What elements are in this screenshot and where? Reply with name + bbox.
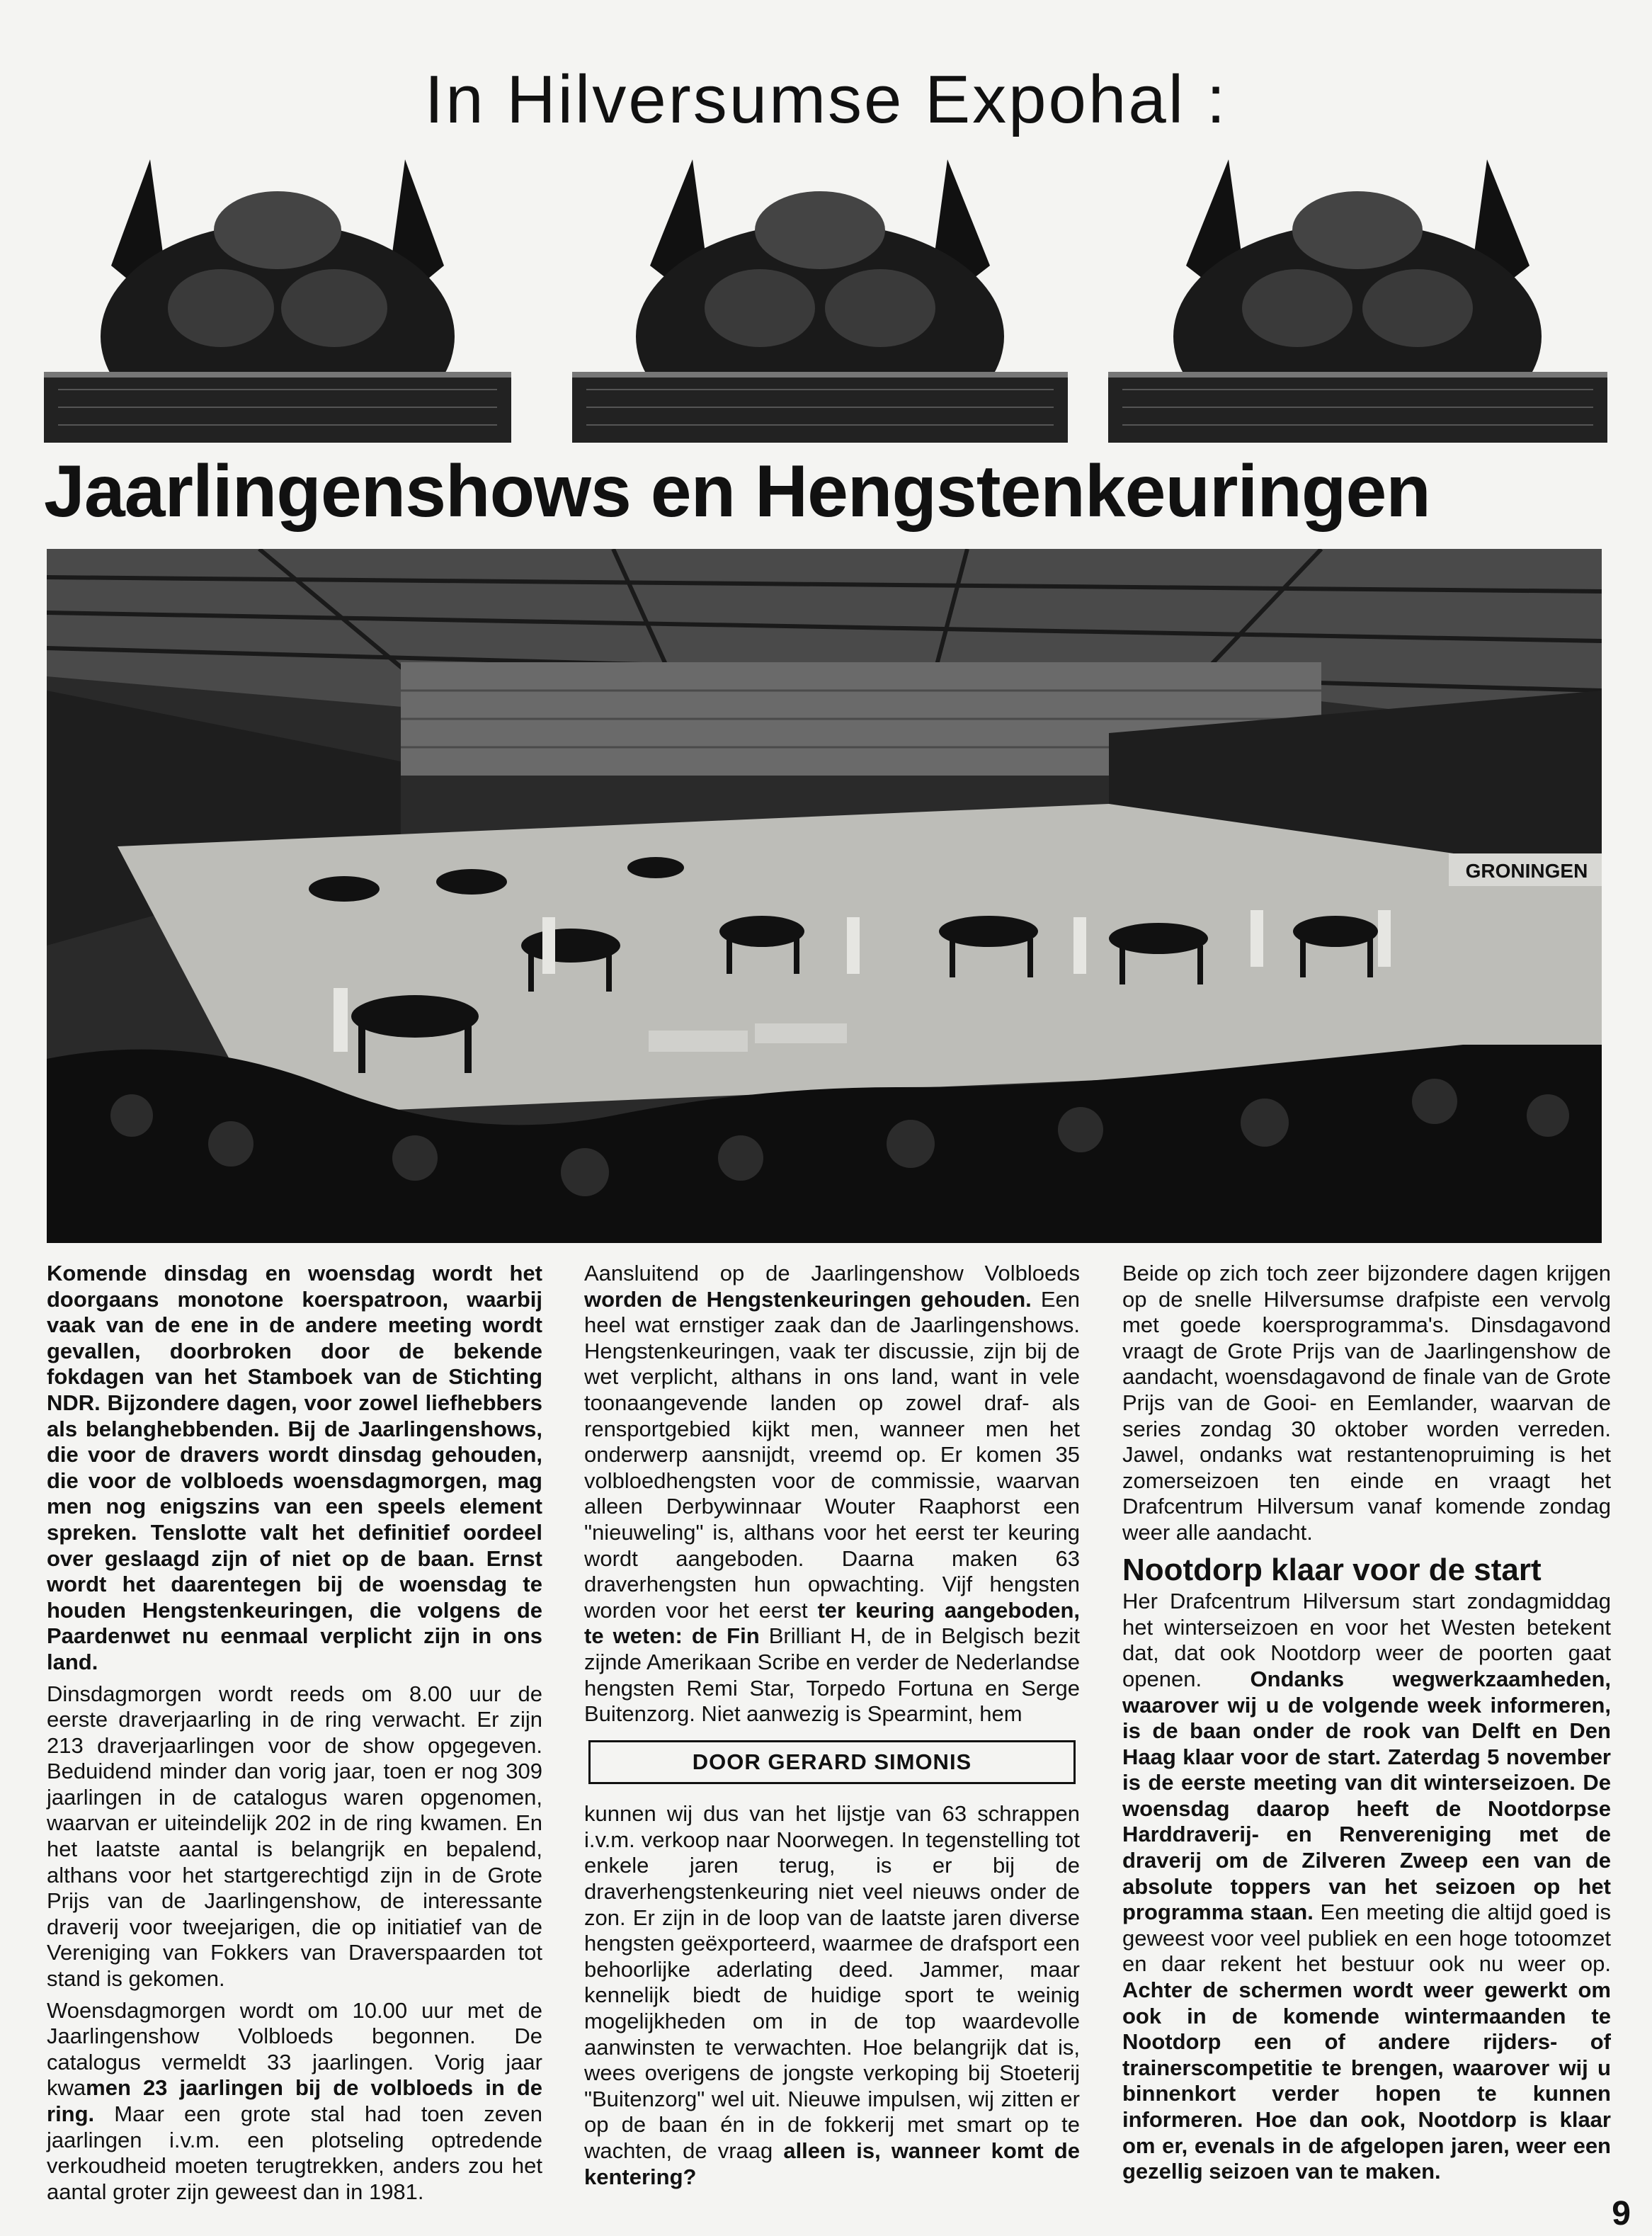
col1-paragraph-2: Dinsdagmorgen wordt reeds om 8.00 uur de eerste draverjaarling in de ring verwacht. Er zijn 213 draverjaarlingen voor de show opgegeven. Beduidend minder dan vorig jaar, toen er nog 309 jaarlingen in de catalogus waren opgenomen, waarvan er uiteindelijk 202 in de ring kwamen. En het laatste aantal is belangrijk en bepalend, althans voor het startgerechtigd zijn in de Grote Prijs van de Jaarlingenshow, de interessante draverij voor tweejarigen, die op initiatief van de Vereniging van Fokkers van Draverspaarden tot stand is gekomen. xyxy=(47,1681,542,1992)
article-column-1 xyxy=(47,1261,542,2211)
col1-p3-part1: Woensdagmorgen wordt om 10.00 uur met de Jaarlingenshow Volbloeds begonnen. De catalogus vermeldt 33 jaarlingen. Vorig jaar kwa xyxy=(47,1997,542,2101)
arena-banner: GRONINGEN xyxy=(1465,860,1588,882)
article-column-2 xyxy=(584,1261,1080,2196)
col3-p2-part1: Her Drafcentrum Hilversum start zondagmiddag het winterseizoen en voor het Westen betekent dat, dat ook Nootdorp weer de poorten gaat openen. xyxy=(1122,1589,1611,1691)
horse-photo-left xyxy=(44,145,511,443)
col2-p1-part3: Brilliant H, de in Belgisch bezit zijnde Amerikaan Scribe en verder de Nederlandse hengsten Remi Star, Torpedo Fortuna en Serge Buitenzorg. Niet aanwezig is Spearmint, hem xyxy=(584,1623,1080,1727)
col1-p3-part2: Maar een grote stal had toen zeven jaarlingen i.v.m. een plotseling optredende verkoudheid moeten terugtrekken, anders zou het aantal groter zijn geweest dan in 1981. xyxy=(47,2101,542,2204)
kicker-title: In Hilversumse Expohal : xyxy=(424,62,1228,137)
article-column-3 xyxy=(1122,1261,1611,2191)
horse-photo-center xyxy=(572,145,1068,443)
col3-paragraph-2 xyxy=(1122,1589,1611,2185)
col2-paragraph-1 xyxy=(584,1261,1080,1727)
col1-paragraph-1 xyxy=(47,1261,542,1676)
col2-p1-part1: Aansluitend op de Jaarlingenshow Volbloeds xyxy=(584,1261,1080,1286)
col1-p3-bold: men 23 jaarlingen bij de volbloeds in de ring. xyxy=(47,2075,542,2126)
col2-p1-part2: Een heel wat ernstiger zaak dan de Jaarlingenshows. Hengstenkeuringen, vaak ter discussie, zijn bij de wet verplicht, althans in ons land, want in vele toonaangevende landen op zowel draf- als rensportgebied kijkt men, wanneer men het onderwerp aansnijdt, vreemd op. Er komen 35 volbloedhengsten voor de commissie, waarvan alleen Derbywinnaar Wouter Raaphorst een "nieuweling" is, althans voor het eerst ter keuring wordt aangeboden. Daarna maken 63 draverhengsten hun opwachting. Vijf hengsten worden voor het eerst xyxy=(584,1286,1080,1623)
col2-paragraph-2 xyxy=(584,1801,1080,2190)
page-number: 9 xyxy=(1612,2195,1631,2232)
col2-p1-bold2: ter keuring aangeboden, te weten: de Fin xyxy=(584,1597,1080,1649)
col3-paragraph-1: Beide op zich toch zeer bijzondere dagen krijgen op de snelle Hilversumse drafpiste een vervolg met goede koersprogramma's. Dinsdagavond vraagt de Grote Prijs van de Jaarlingenshow de aandacht, woensdagavond de finale van de Grote Prijs van de Gooi- en Eemlander, waarvan de series zondag 30 oktober worden verreden. Jawel, ondanks wat restantenopruiming is het zomerseizoen ten einde en vraagt het Drafcentrum Hilversum vanaf komende zondag weer alle aandacht. xyxy=(1122,1261,1611,1545)
col1-lead-text: Komende dinsdag en woensdag wordt het doorgaans monotone koerspatroon, waarbij vaak van de ene in de andere meeting wordt gevallen, doorbroken door de bekende fokdagen van het Stamboek van de Stichting NDR. Bijzondere dagen, voor zowel liefhebbers als belanghebbenden. Bij de Jaarlingenshows, die voor de dravers xyxy=(47,1261,542,1468)
col3-p2-bold1: Ondanks wegwerkzaamheden, waarover wij u de volgende week informeren, is de baan onder de rook van Delft en Den Haag klaar voor de start. Zaterdag 5 november is de eerste meeting van dit winterseizoen. De woensdag daarop heeft de Nootdorpse Harddraverij- en Renvereniging met de draverij om de Zilveren Zweep een van de absolute toppers van het seizoen op het programma staan. xyxy=(1122,1666,1612,1925)
col1-lead-text-cont: wordt dinsdag gehouden, die voor de volbloeds woensdagmorgen, mag men nog enigszins van een speels element spreken. Tenslotte valt het definitief oordeel over geslaagd zijn of niet op de baan. Ernst wordt het daarentegen bij de woensdag te houden Hengstenkeuringen, die volgens de Paardenwet nu eenmaal verplicht zijn in ons land. xyxy=(47,1442,542,1674)
headline: Jaarlingenshows en Hengstenkeuringen xyxy=(44,450,1430,533)
col1-paragraph-3 xyxy=(47,1998,542,2206)
col3-p2-part2: Een meeting die altijd goed is geweest voor veel publiek en een hoge totoomzet en daar rekent het bestuur ook nu weer op. xyxy=(1122,1900,1611,1977)
col2-p1-bold1: worden de Hengstenkeuringen gehouden. xyxy=(584,1286,1032,1312)
col2-p2-bold: alleen is, wanneer komt de kentering? xyxy=(584,2138,1080,2189)
horse-photo-right xyxy=(1108,145,1607,443)
col2-p2-part1: kunnen wij dus van het lijstje van 63 schrappen i.v.m. verkoop naar Noorwegen. In tegenstelling tot enkele jaren terug, is er bij de draverhengstenkeuring niet veel nieuws onder de zon. Er zijn in de loop van de laatste jaren diverse hengsten geëxporteerd, waarmee de drafsport een behoorlijke aderlating deed. Jammer, maar kennelijk biedt de huidige sport te weinig mogelijkheden om in de top waardevolle aanwinsten te verwachten. Hoe belangrijk dat is, wees overigens de jongste verkoping bij Stoeterij "Buitenzorg" wel uit. Nieuwe impulsen, wij zitten er op de baan én in de fokkerij met smart op te wachten, de vraag xyxy=(584,1801,1080,2163)
col3-p2-bold2: Achter de schermen wordt weer gewerkt om ook in de komende wintermaanden te Nootdorp een of andere rijders- of trainerscompetitie te brengen, waarover wij u binnenkort verder hopen te kunnen informeren. Hoe dan ook, Nootdorp is klaar om er, evenals in de afgelopen jaren, weer een gezellig seizoen van te maken. xyxy=(1122,1977,1611,2184)
byline: DOOR GERARD SIMONIS xyxy=(588,1740,1076,1785)
arena-photo xyxy=(47,549,1602,1243)
subheading: Nootdorp klaar voor de start xyxy=(1122,1552,1542,1587)
